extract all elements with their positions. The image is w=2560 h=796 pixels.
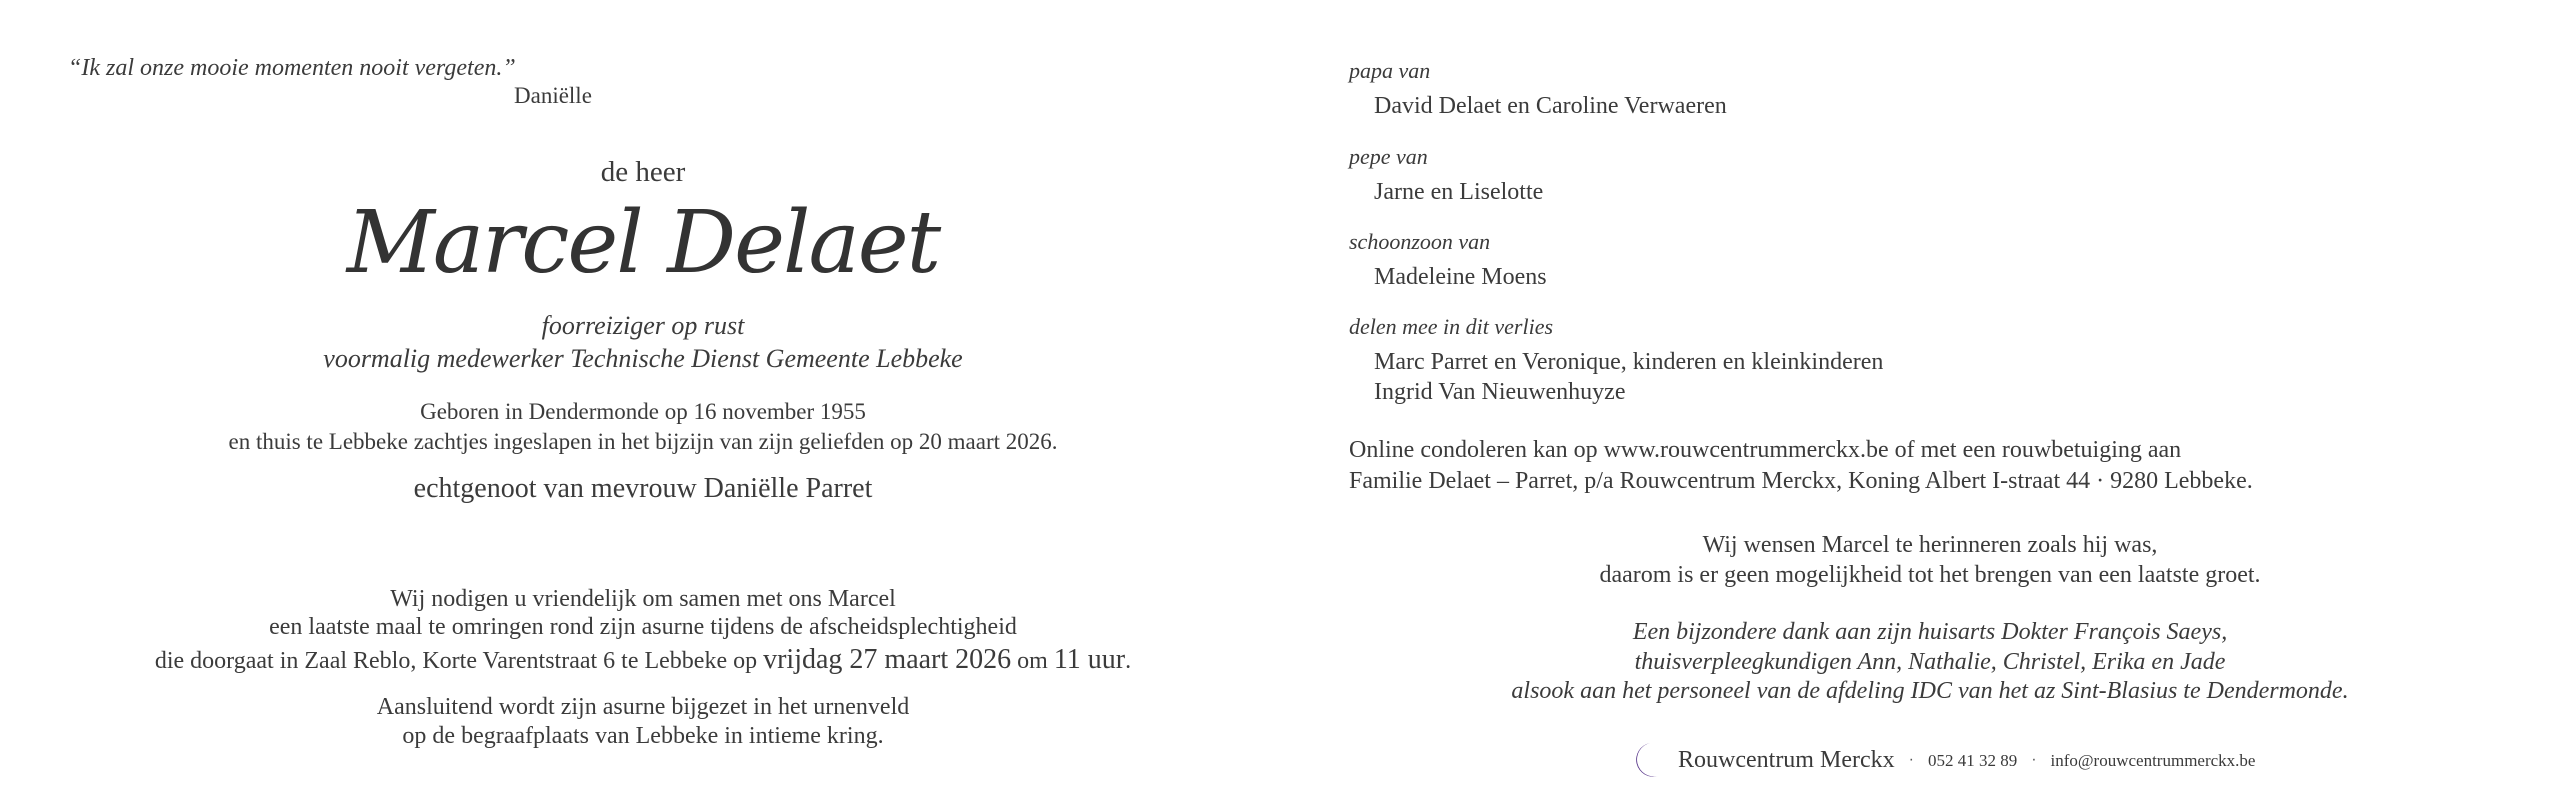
separator: ·: [2031, 751, 2037, 768]
condolence-line: Online condoleren kan op www.rouwcentrummerckx.be of met een rouwbetuiging aan: [1349, 437, 2182, 463]
family-label-schoonzoon: schoonzoon van: [1349, 229, 1491, 254]
ceremony-date: vrijdag 27 maart 2026: [763, 644, 1012, 675]
occupation-line: foorreiziger op rust: [541, 311, 745, 340]
wish-line: Wij wensen Marcel te herinneren zoals hij was,: [1702, 532, 2158, 558]
family-value: David Delaet en Caroline Verwaeren: [1374, 93, 1727, 119]
spouse-info: echtgenoot van mevrouw Daniëlle Parret: [413, 473, 873, 504]
birth-info: Geboren in Dendermonde op 16 november 1955: [420, 399, 866, 424]
funeral-home-phone: 052 41 32 89: [1927, 750, 2018, 770]
family-value: Jarne en Liselotte: [1374, 179, 1544, 205]
thanks-line: alsook aan het personeel van de afdeling IDC van het az Sint-Blasius te Dendermonde.: [1511, 678, 2349, 704]
funeral-home-footer: [1628, 740, 2255, 780]
memorial-quote: “Ik zal onze mooie momenten nooit vergeten.”: [68, 55, 516, 81]
family-value: Ingrid Van Nieuwenhuyze: [1374, 379, 1626, 405]
separator: ·: [1908, 751, 1914, 768]
rouwcentrum-logo-icon: [1628, 740, 1668, 780]
occupation-line: voormalig medewerker Technische Dienst Gemeente Lebbeke: [323, 344, 963, 373]
funeral-home-name: Rouwcentrum Merckx: [1678, 747, 1895, 773]
funeral-home-email: info@rouwcentrummerckx.be: [2050, 750, 2256, 770]
burial-line: Aansluitend wordt zijn asurne bijgezet in het urnenveld: [376, 694, 910, 720]
deceased-name: Marcel Delaet: [346, 193, 940, 293]
family-label-pepe: pepe van: [1349, 144, 1428, 169]
invitation-line: een laatste maal te omringen rond zijn asurne tijdens de afscheidsplechtigheid: [269, 614, 1017, 640]
ceremony-end: .: [1125, 648, 1132, 674]
thanks-line: thuisverpleegkundigen Ann, Nathalie, Christel, Erika en Jade: [1634, 649, 2226, 675]
burial-line: op de begraafplaats van Lebbeke in intieme kring.: [402, 723, 884, 749]
quote-author: Daniëlle: [514, 83, 592, 108]
death-info: en thuis te Lebbeke zachtjes ingeslapen in het bijzijn van zijn geliefden op 20 maart 2026.: [228, 429, 1058, 454]
thanks-line: Een bijzondere dank aan zijn huisarts Dokter François Saeys,: [1632, 619, 2228, 645]
title-prefix: de heer: [600, 156, 686, 188]
family-value: Madeleine Moens: [1374, 264, 1547, 290]
family-value: Marc Parret en Veronique, kinderen en kleinkinderen: [1374, 349, 1884, 375]
condolence-address: Familie Delaet – Parret, p/a Rouwcentrum Merckx, Koning Albert I-straat 44 · 9280 Lebbeke.: [1349, 468, 2253, 494]
ceremony-location: die doorgaat in Zaal Reblo, Korte Varentstraat 6 te Lebbeke op: [154, 648, 764, 674]
wish-line: daarom is er geen mogelijkheid tot het brengen van een laatste groet.: [1599, 562, 2261, 588]
invitation-line: Wij nodigen u vriendelijk om samen met ons Marcel: [390, 586, 896, 612]
ceremony-time-prefix: om: [1011, 648, 1054, 674]
family-label-papa: papa van: [1349, 58, 1431, 83]
invitation-line: [155, 646, 1131, 674]
ceremony-time: 11 uur: [1053, 644, 1126, 675]
family-label-delen: delen mee in dit verlies: [1349, 314, 1554, 339]
